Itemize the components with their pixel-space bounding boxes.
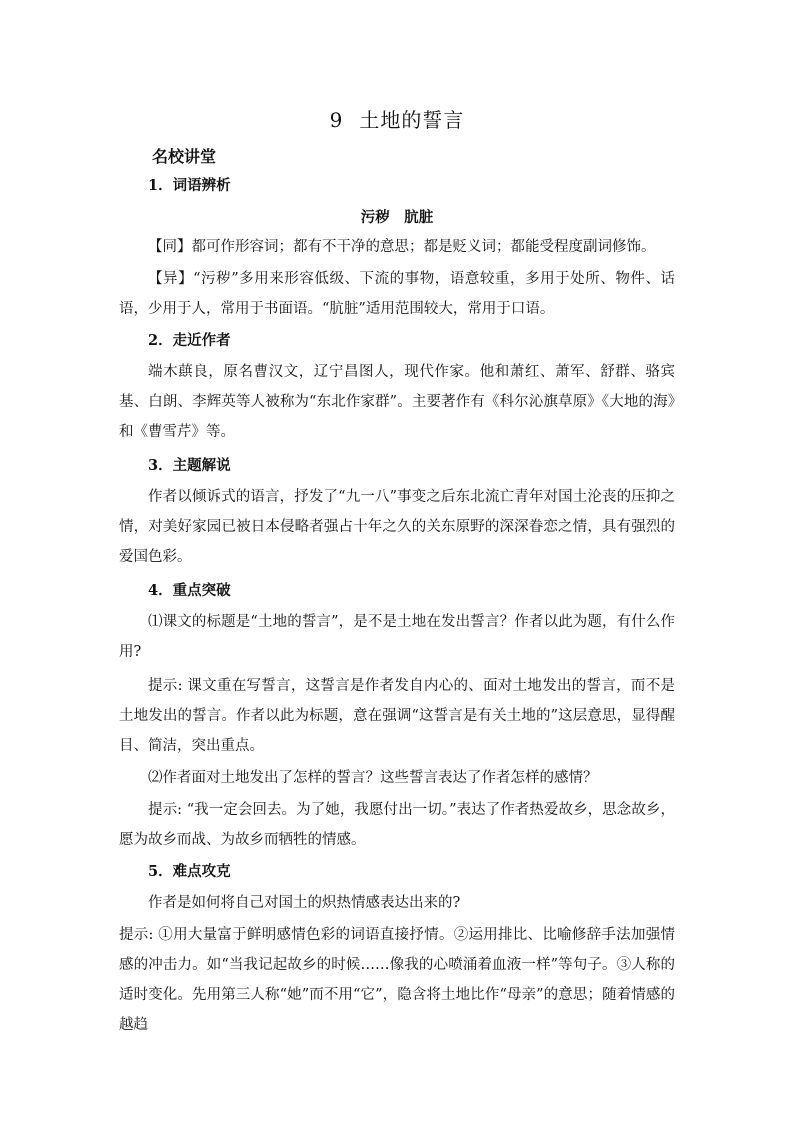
answer-1: 提示: 课文重在写誓言，这誓言是作者发自内心的、面对土地发出的誓言，而不是土地发出的誓言。作者以此为标题，意在强调“这誓言是有关土地的”这层意思，显得醒目、简洁，突出重点。 [119,678,675,754]
same-paragraph: 【同】都可作形容词；都有不干净的意思；都是贬义词；都能受程度副词修饰。 [148,239,656,255]
diff-paragraph: 【异】“污秽”多用来形容低级、下流的事物，语意较重，多用于处所、物件、话语，少用于人，常用于书面语。“肮脏”适用范围较大，常用于口语。 [119,271,675,317]
question-1: ⑴课文的标题是“土地的誓言”，是不是土地在发出誓言？作者以此为题，有什么作用? [119,614,675,660]
question-5: 作者是如何将自己对国土的炽热情感表达出来的? [148,895,461,911]
answer-2: 提示: “我一定会回去。为了她，我愿付出一切。”表达了作者热爱故乡，思念故乡，愿为故乡而战、为故乡而牺牲的情感。 [119,802,675,848]
question-2: ⑵作者面对土地发出了怎样的誓言？这些誓言表达了作者怎样的感情？ [148,770,598,786]
theme-paragraph: 作者以倾诉式的语言，抒发了“九一八”事变之后东北流亡青年对国土沦丧的压抑之情，对美好家园已被日本侵略者强占十年之久的关东原野的深深眷恋之情，具有强烈的爱国色彩。 [119,489,675,565]
word-pair: 污秽 肮脏 [360,209,434,226]
section-heading: 名校讲堂 [152,147,217,166]
author-paragraph: 端木蕻良，原名曹汉文，辽宁昌图人，现代作家。他和萧红、萧军、舒群、骆宾基、白朗、李辉英等人被称为“东北作家群”。主要著作有《科尔沁旗草原》《大地的海》和《曹雪芹》等。 [119,364,675,440]
lesson-number: 9 [329,108,344,132]
section-5-label: 5．难点攻克 [148,863,231,880]
page-title [0,104,794,133]
lesson-title: 土地的誓言 [359,108,465,132]
section-4-label: 4．重点突破 [148,582,231,599]
section-2-label: 2．走近作者 [148,332,231,349]
answer-5: 提示: ①用大量富于鲜明感情色彩的词语直接抒情。②运用排比、比喻修辞手法加强情感的冲击力。如“当我记起故乡的时候……像我的心喷涌着血液一样”等句子。③人称的适时变化。先用第三人称“她”而不用“它”，隐含将土地比作“母亲”的意思；随着情感的越趋 [119,927,675,1033]
section-3-label: 3．主题解说 [148,457,231,474]
section-1-label: 1．词语辨析 [148,177,231,194]
